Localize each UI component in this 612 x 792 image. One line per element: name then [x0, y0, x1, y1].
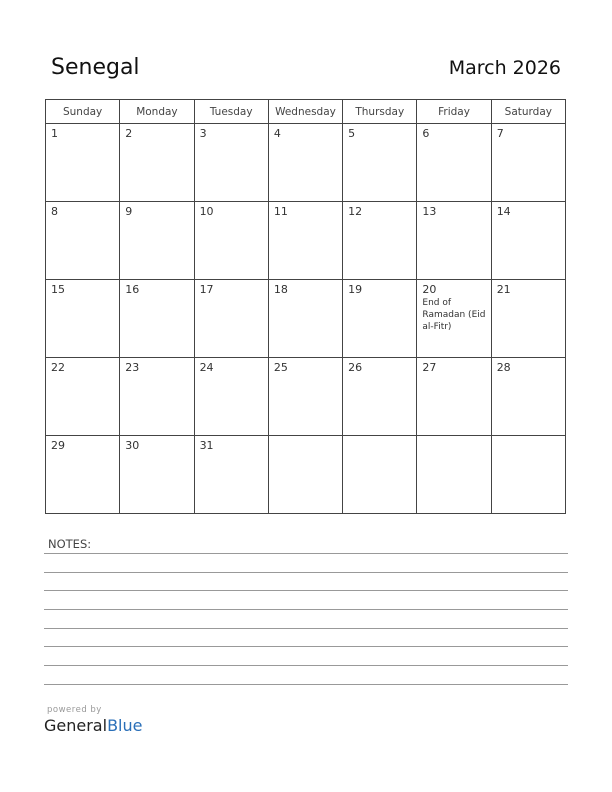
day-number: 22: [51, 361, 65, 374]
country-title: Senegal: [51, 55, 140, 80]
weekday-monday: Monday: [120, 100, 194, 124]
day-cell: [268, 358, 342, 436]
day-cell: [268, 436, 342, 514]
day-cell: [46, 280, 120, 358]
holiday-label: End of Ramadan (Eid al-Fitr): [422, 298, 486, 332]
day-number: 29: [51, 439, 65, 452]
day-cell: [194, 436, 268, 514]
day-cell: [491, 280, 565, 358]
day-number: 28: [496, 361, 511, 374]
day-number: 6: [422, 127, 430, 140]
day-number: 7: [496, 127, 504, 140]
powered-by-text: powered by: [47, 705, 102, 715]
note-line: [44, 646, 568, 647]
day-cell: [46, 202, 120, 280]
note-line: [44, 628, 568, 629]
day-cell: [194, 202, 268, 280]
generalblue-logo: [44, 716, 142, 735]
note-line: [44, 665, 568, 666]
day-cell: [417, 358, 491, 436]
notes-label: NOTES:: [48, 537, 92, 551]
weekday-tuesday: Tuesday: [194, 100, 268, 124]
day-cell: [491, 124, 565, 202]
day-number: 31: [199, 439, 214, 452]
day-cell: [120, 202, 194, 280]
day-cell: [343, 280, 417, 358]
weekday-friday: Friday: [417, 100, 491, 124]
day-number: 1: [51, 127, 58, 140]
day-number: 12: [348, 205, 363, 218]
weekday-wednesday: Wednesday: [268, 100, 342, 124]
day-number: 20: [422, 283, 437, 296]
day-cell: [417, 124, 491, 202]
day-number: 24: [199, 361, 214, 374]
weekday-header-row: [46, 100, 566, 124]
month-year-title: March 2026: [448, 57, 561, 79]
day-cell: [268, 280, 342, 358]
day-cell: [46, 124, 120, 202]
day-number: 5: [348, 127, 356, 140]
weekday-saturday: Saturday: [491, 100, 565, 124]
day-number: 15: [51, 283, 65, 296]
day-number: 13: [422, 205, 437, 218]
day-number: 10: [199, 205, 214, 218]
day-cell: [120, 436, 194, 514]
day-cell: [120, 280, 194, 358]
day-cell: [46, 358, 120, 436]
day-cell: [343, 202, 417, 280]
week-row: [46, 124, 566, 202]
day-cell: [343, 124, 417, 202]
note-line: [44, 684, 568, 685]
day-cell: [268, 202, 342, 280]
day-cell: [120, 124, 194, 202]
day-cell: [194, 124, 268, 202]
weekday-thursday: Thursday: [343, 100, 417, 124]
note-line: [44, 590, 568, 591]
day-number: 11: [273, 205, 288, 218]
day-number: 30: [125, 439, 140, 452]
day-cell: [46, 436, 120, 514]
week-row: [46, 436, 566, 514]
day-number: 27: [422, 361, 437, 374]
week-row: [46, 358, 566, 436]
note-line: [44, 553, 568, 554]
day-cell: [343, 358, 417, 436]
day-number: 14: [496, 205, 511, 218]
note-line: [44, 572, 568, 573]
day-number: 26: [348, 361, 363, 374]
day-number: 23: [125, 361, 140, 374]
day-number: 25: [273, 361, 288, 374]
day-cell: [268, 124, 342, 202]
week-row: [46, 280, 566, 358]
day-number: 19: [348, 283, 363, 296]
day-number: 4: [273, 127, 281, 140]
day-number: 18: [273, 283, 288, 296]
note-line: [44, 609, 568, 610]
day-cell: [343, 436, 417, 514]
day-cell: [491, 436, 565, 514]
day-number: 9: [125, 205, 133, 218]
day-number: 8: [51, 205, 58, 218]
day-number: 21: [496, 283, 511, 296]
day-cell: [194, 280, 268, 358]
day-cell: [194, 358, 268, 436]
day-cell: [120, 358, 194, 436]
day-cell: [417, 436, 491, 514]
brand-part1: General: [44, 716, 108, 735]
brand-part2: Blue: [107, 716, 143, 735]
week-row: [46, 202, 566, 280]
calendar-grid: [45, 99, 566, 514]
day-number: 17: [199, 283, 214, 296]
day-cell: [491, 202, 565, 280]
day-cell: [491, 358, 565, 436]
day-cell: [417, 202, 491, 280]
day-number: 3: [199, 127, 207, 140]
day-cell: [417, 280, 491, 358]
weekday-sunday: Sunday: [46, 100, 120, 124]
day-number: 2: [125, 127, 133, 140]
day-number: 16: [125, 283, 140, 296]
